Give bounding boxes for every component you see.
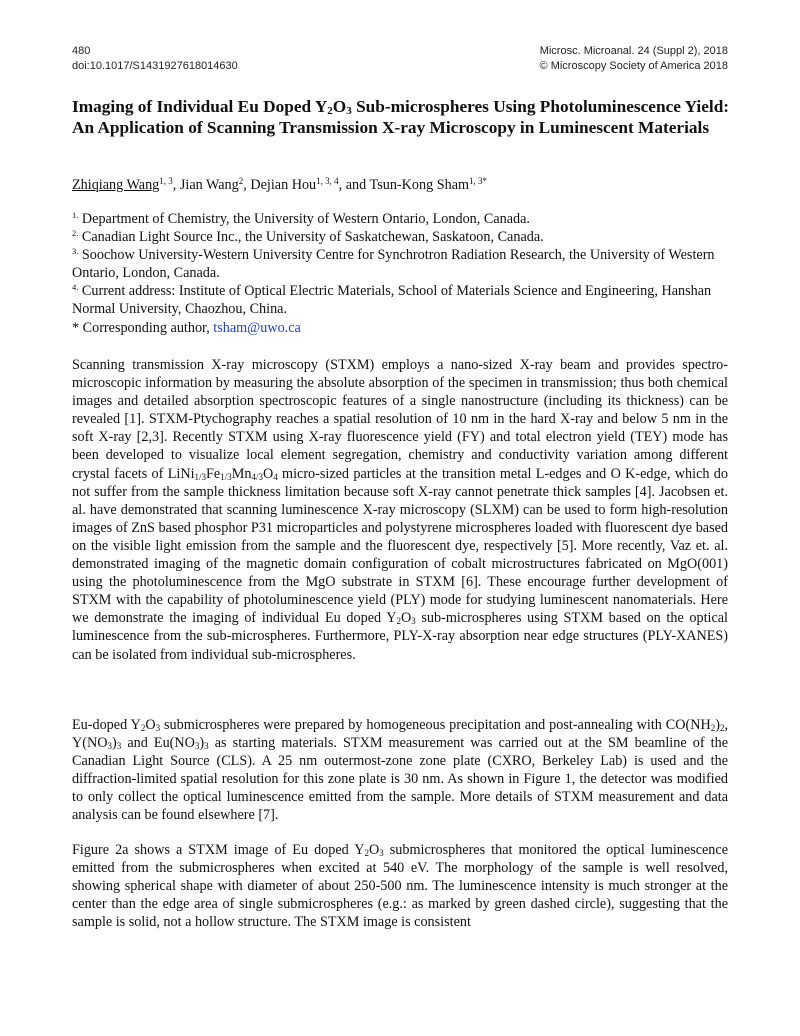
header-right bbox=[540, 44, 728, 74]
author-name: Jian Wang bbox=[179, 177, 239, 193]
text: ) bbox=[715, 717, 720, 733]
title-text: Sub-microspheres Using Photoluminescence Yield: An Application of Scanning Transmission X-ray Microscopy in Luminescent Materials bbox=[72, 97, 730, 137]
affiliation-text: Department of Chemistry, the University of Western Ontario, London, Canada. bbox=[78, 211, 530, 227]
subscript: 2 bbox=[364, 848, 369, 858]
subscript: 3 bbox=[411, 616, 416, 627]
subscript: 2 bbox=[710, 723, 716, 733]
text: O bbox=[262, 465, 274, 482]
text: Mn bbox=[231, 465, 252, 482]
subscript: 3 bbox=[116, 741, 122, 752]
subscript: 3 bbox=[194, 741, 200, 752]
affiliation-mark: 3. bbox=[72, 246, 79, 257]
text: Eu-doped Y bbox=[72, 717, 141, 733]
title-text: Imaging of Individual Eu Doped Y bbox=[72, 97, 328, 116]
email-link[interactable]: tsham@uwo.ca bbox=[213, 319, 301, 336]
text: sub-microspheres using STXM based on the optical luminescence from the sub-microspheres. Furthermore, PLY-X-ray absorption near edge structures (PLY-XANES) can be isolated from individual sub-microspheres. bbox=[72, 610, 729, 663]
separator: , and bbox=[338, 177, 370, 193]
paragraph-results bbox=[72, 841, 728, 931]
text: O bbox=[145, 717, 156, 733]
author-affiliation: 2 bbox=[238, 176, 244, 186]
subscript: 1/3 bbox=[194, 471, 207, 482]
author-list bbox=[72, 176, 728, 194]
separator: , bbox=[172, 177, 180, 193]
text: micro-sized particles at the transition metal L-edges and O K-edge, which do not suffer from the sample thickness limitation because soft X-ray cannot penetrate thick samples [4]. Jacobsen et. al. have demonstrated that scanning luminescence X-ray microscopy (SLXM) can be used to form high-resolution images of ZnS based phosphor P31 microparticles and polystyrene microspheres loaded with fluorescent dye based on the visible light emission from the sample and the fluorescent dye, respectively [5]. More recently, Vaz et. al. demonstrated imaging of the magnetic domain configuration of cobalt microstructures fabricated on MgO(001) using the photoluminescence from the MgO substrate in STXM [6]. These encourage further development of STXM with the capability of photoluminescence yield (PLY) mode for studying luminescent nanomaterials. Here we demonstrate the imaging of individual Eu doped Y bbox=[72, 465, 728, 627]
paragraph-methods bbox=[72, 716, 728, 825]
corresponding-label: * Corresponding author, bbox=[72, 319, 214, 336]
paragraph-intro bbox=[72, 356, 728, 664]
text: Fe bbox=[206, 465, 221, 482]
affiliation-2 bbox=[72, 228, 732, 246]
text: submicrospheres that monitored the optical luminescence emitted from the submicrospheres when excited at 540 eV. The morphology of the sample is well resolved, showing spherical shape with diameter of about 250-500 nm. The luminescence intensity is much stronger at the center than the edge area of single submicrospheres (e.g.: as marked by green dashed circle), suggesting that the sample is solid, not a hollow structure. The STXM image is consistent bbox=[72, 842, 728, 931]
text: submicrospheres were prepared by homogeneous precipitation and post-annealing with CO(NH bbox=[160, 717, 711, 733]
subscript: 2 bbox=[396, 616, 401, 627]
author-affiliation: 1, 3, 4 bbox=[316, 176, 339, 186]
author-name: Dejian Hou bbox=[250, 177, 317, 193]
subscript: 2 bbox=[140, 723, 146, 733]
author-affiliation: 1, 3 bbox=[159, 176, 173, 186]
subscript: 4 bbox=[273, 471, 278, 482]
subscript: 3 bbox=[204, 741, 209, 752]
title-subscript: 2 bbox=[327, 105, 333, 117]
subscript: 1/3 bbox=[220, 471, 232, 482]
doi: doi:10.1017/S1431927618014630 bbox=[72, 60, 238, 72]
text: ) bbox=[199, 735, 205, 752]
affiliation-4 bbox=[72, 282, 732, 318]
subscript: 3 bbox=[379, 848, 384, 858]
text: ) bbox=[111, 735, 117, 752]
author-name: Tsun-Kong Sham bbox=[369, 177, 470, 193]
text: O bbox=[369, 842, 380, 858]
text: Figure 2a shows a STXM image of Eu doped Y bbox=[72, 842, 365, 858]
subscript: 3 bbox=[155, 723, 161, 733]
subscript: 4/3 bbox=[251, 471, 263, 482]
subscript: 2 bbox=[719, 723, 725, 733]
author-affiliation: 1, 3* bbox=[469, 176, 488, 186]
text: as starting materials. STXM measurement was carried out at the SM beamline of the Canadian Light Source (CLS). A 25 nm outermost-zone zone plate (CXRO, Berkeley Lab) is used and the diffraction-limited spatial resolution for this zone plate is 30 nm. As shown in Figure 1, the detector was modified to only collect the optical luminescence emitted from the sample. More details of STXM measurement and data analysis can be found elsewhere [7]. bbox=[72, 735, 729, 824]
paper-title bbox=[72, 96, 732, 138]
text: O bbox=[400, 610, 412, 627]
text: Scanning transmission X-ray microscopy (STXM) employs a nano-sized X-ray beam and provides spectro-microscopic information by measuring the absolute absorption of the specimen in transmission; thus both chemical images and detailed absorption spectroscopic features of a single nanostructure (including its thickness) can be revealed [1]. STXM-Ptychography reaches a spatial resolution of 10 nm in the hard X-ray and below 5 nm in the soft X-ray [2,3]. Recently STXM using X-ray fluorescence yield (FY) and total electron yield (TEY) mode has been developed to visualize local element segregation, chemistry and conductivity variation among different crystal facets of LiNi bbox=[72, 357, 728, 482]
text: and Eu(NO bbox=[121, 735, 195, 752]
corresponding-author bbox=[72, 319, 732, 337]
affiliations bbox=[72, 210, 732, 337]
author-name: Zhiqiang Wang bbox=[72, 177, 160, 193]
journal-citation: Microsc. Microanal. 24 (Suppl 2), 2018 bbox=[539, 45, 728, 57]
separator: , bbox=[243, 177, 251, 193]
affiliation-text: Canadian Light Source Inc., the University of Saskatchewan, Saskatoon, Canada. bbox=[78, 229, 544, 246]
affiliation-mark: 4. bbox=[72, 282, 79, 293]
page-number: 480 bbox=[72, 45, 91, 57]
text: , Y(NO bbox=[72, 717, 728, 752]
title-subscript: 3 bbox=[346, 105, 352, 117]
affiliation-mark: 2. bbox=[72, 228, 79, 239]
affiliation-text: Current address: Institute of Optical Electric Materials, School of Materials Science and Engineering, Hanshan Normal University, Chaozhou, China. bbox=[72, 283, 712, 318]
affiliation-mark: 1. bbox=[72, 210, 79, 220]
affiliation-text: Soochow University-Western University Centre for Synchrotron Radiation Research, the University of Western Ontario, London, Canada. bbox=[72, 247, 715, 282]
affiliation-3 bbox=[72, 246, 732, 282]
copyright: © Microscopy Society of America 2018 bbox=[539, 60, 728, 72]
header-left bbox=[72, 44, 238, 74]
title-text: O bbox=[332, 97, 347, 116]
affiliation-1 bbox=[72, 210, 732, 228]
subscript: 3 bbox=[107, 741, 112, 752]
